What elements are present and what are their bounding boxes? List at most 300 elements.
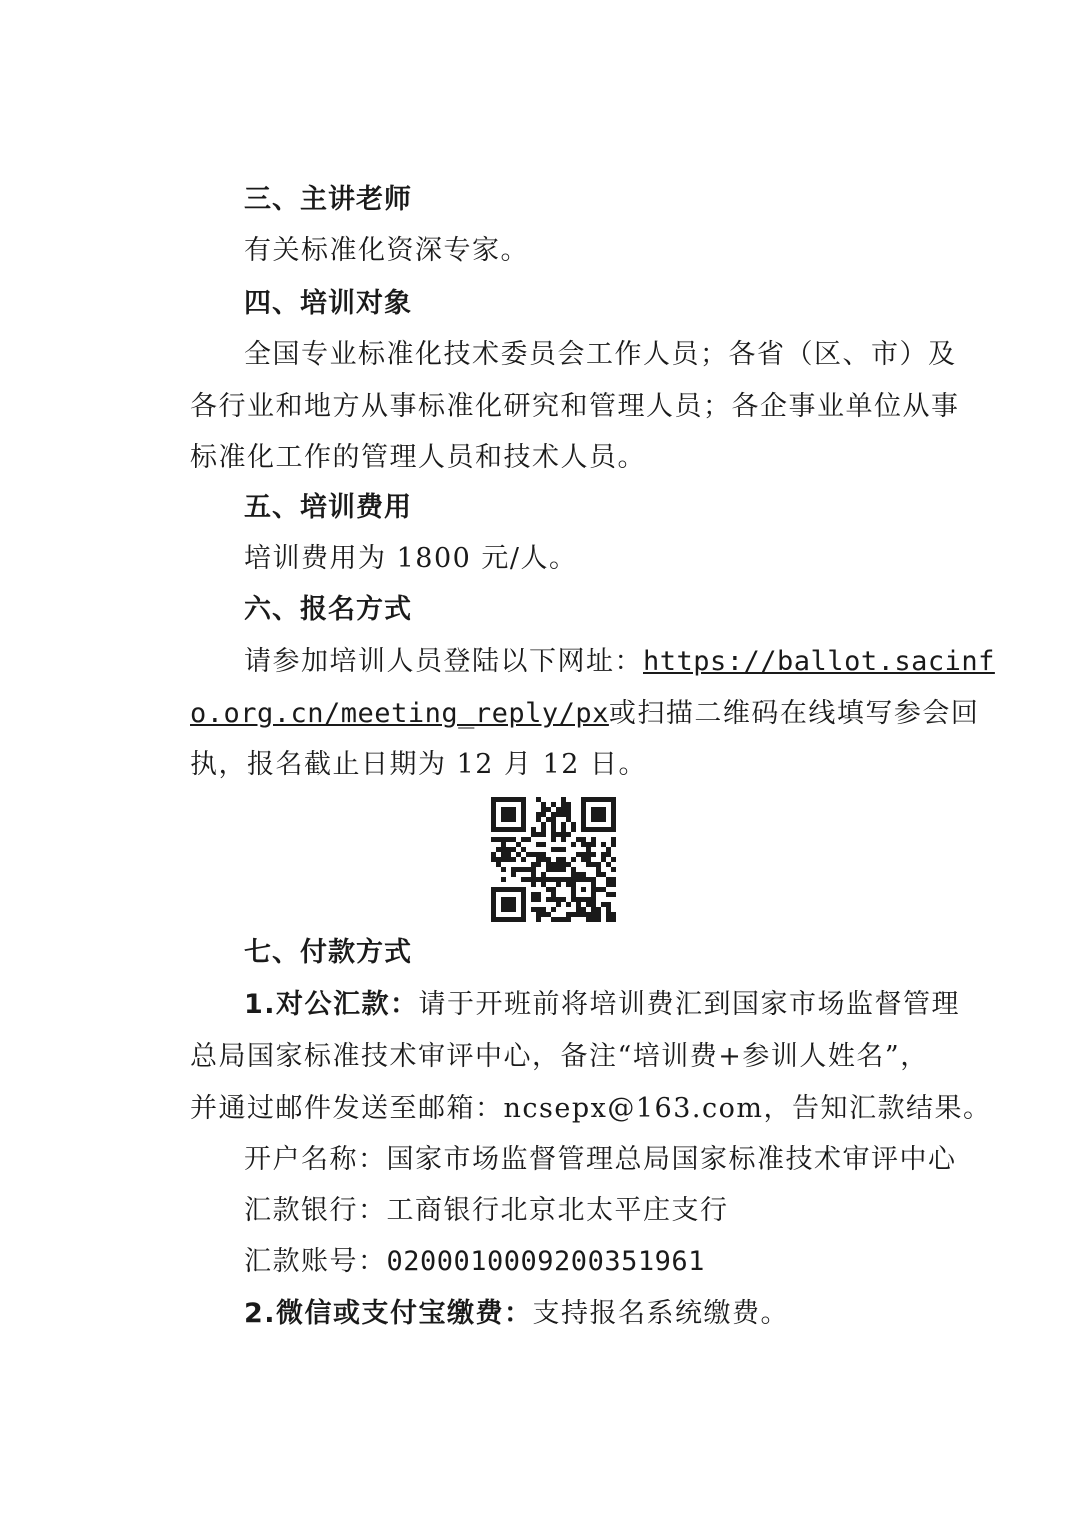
qr-module — [491, 837, 496, 842]
account-number-row — [244, 1245, 925, 1279]
qr-module — [536, 857, 541, 862]
qr-module — [561, 812, 566, 817]
qr-module — [606, 912, 611, 917]
qr-module — [546, 857, 551, 862]
qr-module — [586, 857, 591, 862]
qr-module — [611, 827, 616, 832]
qr-module — [571, 867, 576, 872]
qr-module — [541, 802, 546, 807]
account-name-label: 开户名称： — [244, 1144, 387, 1175]
qr-module — [511, 797, 516, 802]
qr-module — [511, 837, 516, 842]
qr-module — [571, 897, 576, 902]
qr-module — [596, 797, 601, 802]
qr-module — [576, 852, 581, 857]
qr-module — [611, 807, 616, 812]
qr-module — [576, 902, 581, 907]
qr-module — [576, 897, 581, 902]
qr-module — [516, 867, 521, 872]
qr-module — [601, 852, 606, 857]
qr-module — [551, 862, 556, 867]
qr-module — [521, 897, 526, 902]
qr-module — [506, 907, 511, 912]
payment-item-2-text: 支持报名系统缴费。 — [532, 1298, 790, 1329]
qr-module — [551, 837, 556, 842]
qr-module — [491, 822, 496, 827]
section-6-line-3: 执，报名截止日期为 12 月 12 日。 — [190, 749, 648, 780]
qr-module — [501, 917, 506, 922]
qr-module — [521, 822, 526, 827]
qr-module — [551, 877, 556, 882]
qr-module — [491, 797, 496, 802]
qr-module — [551, 822, 556, 827]
qr-module — [591, 827, 596, 832]
qr-module — [496, 857, 501, 862]
qr-module — [501, 877, 506, 882]
qr-module — [606, 907, 611, 912]
qr-module — [566, 917, 571, 922]
qr-module — [556, 897, 561, 902]
qr-module — [556, 917, 561, 922]
qr-module — [536, 832, 541, 837]
qr-module — [581, 837, 586, 842]
qr-module — [551, 867, 556, 872]
qr-module — [611, 912, 616, 917]
qr-module — [491, 907, 496, 912]
qr-module — [551, 802, 556, 807]
qr-module — [506, 902, 511, 907]
qr-module — [511, 872, 516, 877]
qr-module — [546, 817, 551, 822]
section-6-heading: 六、报名方式 — [244, 594, 412, 625]
qr-module — [501, 847, 506, 852]
qr-module — [501, 907, 506, 912]
qr-module — [591, 807, 596, 812]
qr-module — [546, 877, 551, 882]
qr-module — [611, 817, 616, 822]
account-name-row — [244, 1143, 957, 1177]
qr-module — [601, 812, 606, 817]
section-4-line-2: 各行业和地方从事标准化研究和管理人员；各企事业单位从事 — [190, 391, 960, 422]
qr-module — [521, 857, 526, 862]
qr-module — [566, 812, 571, 817]
qr-module — [561, 807, 566, 812]
qr-module — [541, 877, 546, 882]
qr-module — [601, 872, 606, 877]
qr-module — [491, 892, 496, 897]
qr-module — [561, 837, 566, 842]
section-5-heading: 五、培训费用 — [244, 492, 412, 523]
qr-module — [591, 907, 596, 912]
qr-module — [531, 882, 536, 887]
qr-module — [606, 877, 611, 882]
qr-module — [541, 842, 546, 847]
qr-module — [601, 827, 606, 832]
qr-module — [611, 842, 616, 847]
qr-module — [536, 842, 541, 847]
qr-module — [611, 812, 616, 817]
qr-module — [521, 807, 526, 812]
qr-module — [566, 817, 571, 822]
qr-module — [501, 817, 506, 822]
qr-module — [571, 827, 576, 832]
qr-module — [551, 817, 556, 822]
qr-module — [496, 862, 501, 867]
qr-module — [561, 897, 566, 902]
qr-module — [506, 917, 511, 922]
qr-module — [556, 867, 561, 872]
qr-module — [581, 852, 586, 857]
qr-module — [546, 807, 551, 812]
qr-module — [586, 902, 591, 907]
qr-module — [531, 867, 536, 872]
qr-module — [571, 857, 576, 862]
qr-module — [506, 857, 511, 862]
qr-module — [491, 902, 496, 907]
section-4-heading: 四、培训对象 — [244, 288, 412, 319]
account-number-value: 0200010009200351961 — [386, 1246, 705, 1277]
qr-module — [541, 807, 546, 812]
qr-module — [586, 827, 591, 832]
qr-module — [606, 852, 611, 857]
qr-module — [581, 807, 586, 812]
qr-module — [521, 892, 526, 897]
qr-module — [531, 832, 536, 837]
qr-module — [516, 852, 521, 857]
qr-module — [491, 812, 496, 817]
qr-module — [491, 802, 496, 807]
qr-module — [521, 887, 526, 892]
qr-module — [541, 882, 546, 887]
qr-module — [506, 837, 511, 842]
qr-module — [506, 897, 511, 902]
qr-module — [506, 827, 511, 832]
qr-module — [586, 847, 591, 852]
qr-module — [561, 917, 566, 922]
qr-module — [606, 847, 611, 852]
qr-module — [491, 887, 496, 892]
qr-module — [546, 897, 551, 902]
qr-module — [556, 847, 561, 852]
section-4-line-1: 全国专业标准化技术委员会工作人员；各省（区、市）及 — [244, 339, 957, 370]
qr-module — [511, 807, 516, 812]
qr-module — [576, 877, 581, 882]
qr-module — [521, 797, 526, 802]
section-7-heading: 七、付款方式 — [244, 937, 412, 968]
qr-module — [536, 912, 541, 917]
qr-module — [536, 812, 541, 817]
qr-module — [536, 817, 541, 822]
account-name-value: 国家市场监督管理总局国家标准技术审评中心 — [386, 1144, 957, 1175]
qr-module — [611, 892, 616, 897]
qr-module — [541, 852, 546, 857]
registration-url-part-2[interactable]: o.org.cn/meeting_reply/px — [190, 698, 609, 729]
qr-module — [561, 802, 566, 807]
qr-module — [496, 797, 501, 802]
qr-module — [551, 847, 556, 852]
qr-module — [571, 887, 576, 892]
bank-value: 工商银行北京北太平庄支行 — [386, 1195, 729, 1226]
qr-module — [511, 907, 516, 912]
qr-module — [546, 867, 551, 872]
qr-module — [596, 812, 601, 817]
qr-module — [571, 892, 576, 897]
qr-module — [591, 837, 596, 842]
qr-module — [496, 917, 501, 922]
qr-module — [581, 912, 586, 917]
qr-module — [571, 842, 576, 847]
qr-module — [511, 867, 516, 872]
qr-module — [541, 827, 546, 832]
qr-module — [591, 902, 596, 907]
qr-module — [506, 807, 511, 812]
section-6-line-1 — [244, 645, 995, 679]
qr-module — [611, 917, 616, 922]
qr-module — [611, 867, 616, 872]
qr-module — [556, 807, 561, 812]
qr-module — [581, 907, 586, 912]
qr-module — [551, 827, 556, 832]
qr-module — [591, 887, 596, 892]
qr-module — [521, 877, 526, 882]
qr-module — [491, 807, 496, 812]
qr-module — [581, 897, 586, 902]
qr-module — [576, 912, 581, 917]
qr-module — [501, 812, 506, 817]
qr-module — [491, 917, 496, 922]
qr-module — [521, 912, 526, 917]
qr-module — [611, 797, 616, 802]
qr-module — [596, 872, 601, 877]
qr-module — [581, 877, 586, 882]
qr-module — [591, 862, 596, 867]
qr-module — [561, 827, 566, 832]
registration-qr-instruction: 或扫描二维码在线填写参会回 — [608, 698, 980, 729]
qr-module — [576, 872, 581, 877]
qr-module — [531, 852, 536, 857]
qr-module — [581, 802, 586, 807]
qr-module — [516, 917, 521, 922]
qr-module — [511, 917, 516, 922]
qr-module — [536, 862, 541, 867]
qr-module — [606, 797, 611, 802]
qr-module — [596, 917, 601, 922]
qr-module — [491, 912, 496, 917]
qr-module — [561, 847, 566, 852]
qr-module — [521, 867, 526, 872]
qr-module — [546, 887, 551, 892]
bank-row — [244, 1194, 925, 1228]
qr-module — [556, 902, 561, 907]
qr-module — [511, 887, 516, 892]
qr-module — [496, 837, 501, 842]
qr-module — [491, 897, 496, 902]
section-3-heading: 三、主讲老师 — [244, 184, 412, 215]
qr-module — [541, 857, 546, 862]
qr-module — [601, 857, 606, 862]
qr-module — [521, 827, 526, 832]
qr-module — [501, 867, 506, 872]
qr-module — [611, 837, 616, 842]
qr-module — [576, 837, 581, 842]
qr-module — [606, 917, 611, 922]
qr-module — [541, 832, 546, 837]
qr-module — [611, 802, 616, 807]
qr-module — [606, 892, 611, 897]
qr-module — [506, 887, 511, 892]
qr-module — [551, 907, 556, 912]
qr-module — [511, 902, 516, 907]
qr-module — [611, 857, 616, 862]
qr-module — [541, 912, 546, 917]
qr-module — [566, 912, 571, 917]
qr-module — [506, 817, 511, 822]
qr-module — [566, 807, 571, 812]
account-number-label: 汇款账号： — [244, 1246, 387, 1277]
qr-module — [586, 877, 591, 882]
qr-module — [611, 822, 616, 827]
qr-module — [601, 817, 606, 822]
qr-module — [581, 817, 586, 822]
qr-module — [536, 852, 541, 857]
section-6-line-2 — [190, 697, 980, 731]
qr-module — [551, 812, 556, 817]
qr-module — [551, 832, 556, 837]
qr-module — [536, 917, 541, 922]
qr-module — [501, 852, 506, 857]
qr-module — [596, 862, 601, 867]
qr-module — [521, 812, 526, 817]
qr-module — [551, 887, 556, 892]
payment-item-2-label: 2.微信或支付宝缴费： — [244, 1298, 533, 1329]
qr-module — [571, 822, 576, 827]
qr-module — [501, 857, 506, 862]
qr-module — [536, 892, 541, 897]
qr-module — [581, 827, 586, 832]
qr-module — [611, 882, 616, 887]
qr-module — [586, 897, 591, 902]
qr-module — [606, 882, 611, 887]
qr-module — [561, 832, 566, 837]
qr-module — [596, 817, 601, 822]
qr-module — [601, 842, 606, 847]
qr-module — [501, 837, 506, 842]
qr-module — [541, 872, 546, 877]
qr-module — [566, 902, 571, 907]
qr-module — [556, 882, 561, 887]
qr-module — [611, 877, 616, 882]
qr-module — [521, 837, 526, 842]
qr-code-icon[interactable] — [491, 797, 616, 922]
qr-module — [506, 852, 511, 857]
qr-module — [591, 842, 596, 847]
qr-module — [541, 812, 546, 817]
bank-label: 汇款银行： — [244, 1195, 387, 1226]
qr-module — [516, 827, 521, 832]
qr-module — [496, 827, 501, 832]
qr-module — [591, 892, 596, 897]
qr-module — [566, 832, 571, 837]
registration-instruction: 请参加培训人员登陆以下网址： — [244, 646, 643, 677]
qr-module — [581, 857, 586, 862]
qr-module — [596, 867, 601, 872]
qr-module — [516, 797, 521, 802]
qr-module — [511, 897, 516, 902]
qr-module — [591, 797, 596, 802]
qr-module — [576, 907, 581, 912]
qr-module — [526, 867, 531, 872]
qr-module — [496, 847, 501, 852]
qr-module — [511, 847, 516, 852]
qr-module — [566, 802, 571, 807]
payment-item-2-line — [244, 1297, 925, 1331]
qr-module — [521, 907, 526, 912]
qr-module — [511, 812, 516, 817]
qr-module — [521, 817, 526, 822]
qr-module — [586, 852, 591, 857]
qr-module — [546, 862, 551, 867]
qr-module — [491, 817, 496, 822]
qr-module — [556, 812, 561, 817]
qr-module — [531, 862, 536, 867]
qr-module — [541, 907, 546, 912]
qr-module — [561, 867, 566, 872]
qr-module — [501, 902, 506, 907]
qr-module — [586, 912, 591, 917]
payment-item-1-line-3: 并通过邮件发送至邮箱：ncsepx@163.com，告知汇款结果。 — [190, 1093, 992, 1124]
qr-module — [591, 897, 596, 902]
qr-module — [501, 827, 506, 832]
qr-module — [571, 872, 576, 877]
qr-module — [526, 837, 531, 842]
section-4-line-3: 标准化工作的管理人员和技术人员。 — [190, 442, 646, 473]
qr-module — [586, 917, 591, 922]
qr-module — [601, 807, 606, 812]
payment-item-1-label: 1.对公汇款： — [244, 989, 419, 1020]
qr-module — [596, 827, 601, 832]
qr-module — [521, 802, 526, 807]
qr-module — [491, 857, 496, 862]
qr-module — [501, 887, 506, 892]
qr-module — [606, 902, 611, 907]
payment-item-1-text: 请于开班前将培训费汇到国家市场监督管理 — [418, 989, 961, 1020]
qr-module — [561, 822, 566, 827]
registration-url-part-1[interactable]: https://ballot.sacinf — [643, 646, 995, 677]
qr-module — [556, 877, 561, 882]
qr-module — [526, 877, 531, 882]
qr-module — [591, 912, 596, 917]
qr-module — [511, 817, 516, 822]
qr-module — [601, 887, 606, 892]
qr-module — [606, 862, 611, 867]
qr-module — [566, 882, 571, 887]
qr-module — [546, 912, 551, 917]
qr-module — [501, 842, 506, 847]
qr-module — [581, 872, 586, 877]
qr-module — [526, 852, 531, 857]
qr-module — [596, 907, 601, 912]
qr-module — [581, 842, 586, 847]
qr-module — [506, 812, 511, 817]
qr-module — [531, 892, 536, 897]
qr-module — [551, 892, 556, 897]
qr-module — [581, 797, 586, 802]
qr-module — [536, 797, 541, 802]
qr-module — [531, 827, 536, 832]
qr-module — [601, 797, 606, 802]
qr-module — [591, 852, 596, 857]
qr-module — [531, 872, 536, 877]
